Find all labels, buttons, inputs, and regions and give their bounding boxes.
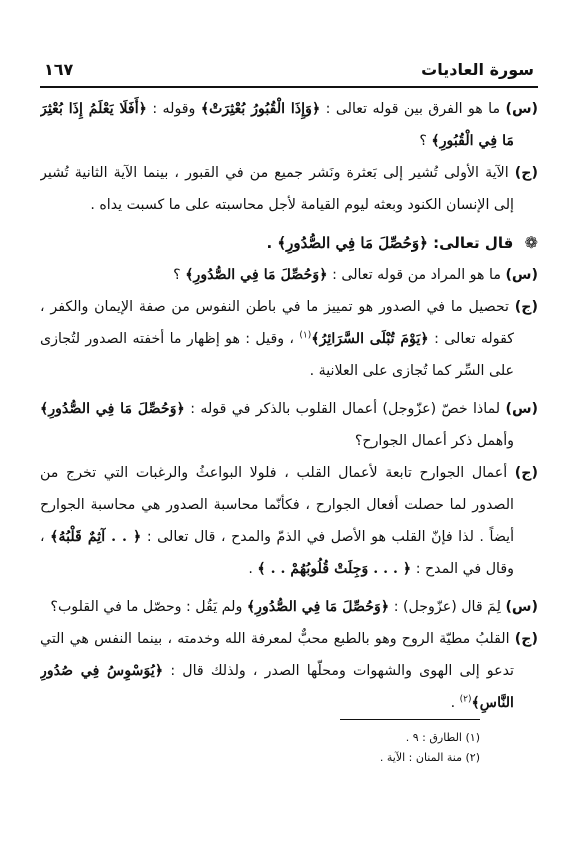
answer-paragraph bbox=[40, 291, 538, 387]
answer-text: القلبُ مطيّة الروح وهو بالطبع محبٌّ لمعرفة الله وخدمته ، بينما النفس هي التي تدعو إلى الهوى والشهوات ومحلّها الصدر ، ولذلك قال : bbox=[40, 631, 514, 679]
quran-quote: ﴿ . . آثِمٌ قَلْبُهُ﴾ bbox=[50, 529, 142, 545]
quran-quote: ﴿وَحُصِّلَ مَا فِي الصُّدُورِ﴾ bbox=[246, 599, 390, 615]
quran-quote: ﴿ . . . وَجِلَتْ قُلُوبُهُمْ . . ﴾ bbox=[257, 561, 412, 577]
page-header bbox=[40, 56, 538, 88]
question-paragraph bbox=[40, 393, 538, 457]
question-end: ؟ bbox=[173, 267, 181, 283]
footnotes bbox=[40, 728, 480, 768]
quran-quote: ﴿يُوَسْوِسُ فِي صُدُورِ النَّاسِ﴾ bbox=[40, 663, 514, 711]
footnote-ref[interactable]: (٢) bbox=[459, 694, 472, 705]
footnote-ref[interactable]: (١) bbox=[299, 330, 312, 341]
question-paragraph bbox=[40, 591, 538, 623]
question-end: ؟ bbox=[419, 133, 427, 149]
question-text: ما هو الفرق بين قوله تعالى : bbox=[325, 101, 501, 117]
question-text: لماذا خصّ (عزّوجل) أعمال القلوب بالذكر في قوله : bbox=[190, 401, 501, 417]
footnote: (٢) منة المنان : الآية . bbox=[379, 751, 480, 764]
question-marker: (س) bbox=[505, 599, 538, 615]
question-text: وقوله : bbox=[152, 101, 196, 117]
answer-text: تحصيل ما في الصدور هو تمييز ما في باطن النفوس من صفة الإيمان والكفر ، كقوله تعالى : bbox=[40, 299, 515, 347]
quran-quote: ﴿وَحُصِّلَ مَا فِي الصُّدُورِ﴾ bbox=[185, 267, 328, 283]
question-paragraph bbox=[40, 93, 538, 157]
quran-quote: ﴿وَإِذَا الْقُبُورُ بُعْثِرَتْ﴾ bbox=[200, 101, 321, 117]
quran-quote: ﴿أَفَلَا يَعْلَمُ إِذَا بُعْثِرَ مَا فِي الْقُبُورِ﴾ bbox=[40, 101, 514, 149]
question-text: ولم يَقُل : وحصّل ما في القلوب؟ bbox=[50, 599, 243, 615]
answer-marker: (ج) bbox=[514, 299, 538, 315]
page-number: ١٦٧ bbox=[44, 60, 74, 79]
flower-icon: ❁ bbox=[524, 233, 538, 252]
footnote-divider bbox=[340, 719, 480, 720]
answer-text: ، وقيل : هو إظهار ما أخفته الصدور لتُجازى على السِّر كما تُجازى على العلانية . bbox=[40, 331, 514, 379]
surah-title: سورة العاديات bbox=[421, 60, 534, 79]
quran-quote: ﴿وَحُصِّلَ مَا فِي الصُّدُورِ﴾ bbox=[277, 234, 428, 252]
heading-end: . bbox=[266, 234, 273, 252]
answer-end: . bbox=[248, 561, 253, 577]
question-text: لِمَ قال (عزّوجل) : bbox=[393, 599, 501, 615]
answer-end: . bbox=[450, 695, 456, 711]
question-marker: (س) bbox=[505, 267, 538, 283]
verse-heading bbox=[40, 227, 538, 259]
question-paragraph bbox=[40, 259, 538, 291]
answer-text: الآية الأولى تُشير إلى بَعثرة ونَشر جميع من في القبور ، بينما الآية الثانية تُشير إلى الإنسان الكنود وبعثه ليوم القيامة لأجل محاسبته على ما كسبت يداه . bbox=[40, 165, 514, 213]
footnote: (١) الطارق : ٩ . bbox=[405, 731, 480, 744]
question-marker: (س) bbox=[505, 401, 538, 417]
answer-marker: (ج) bbox=[514, 165, 538, 181]
answer-marker: (ج) bbox=[514, 631, 538, 647]
answer-paragraph bbox=[40, 157, 538, 221]
answer-text: ، وقال في المدح : bbox=[40, 529, 514, 577]
question-marker: (س) bbox=[505, 101, 538, 117]
answer-paragraph bbox=[40, 623, 538, 713]
answer-text: أعمال الجوارح تابعة لأعمال القلب ، فلولا البواعثُ والرغبات التي تخرج من الصدور لما حصلت أفعال الجوارح ، فكأنّما محاسبة الصدور هي محاسبة الجوارح أيضاً . لذا فإنّ القلب هو الأصل في الذمّ والمدح ، قال تعالى : bbox=[40, 465, 515, 545]
answer-marker: (ج) bbox=[514, 465, 538, 481]
quran-quote: ﴿يَوْمَ تُبْلَى السَّرَائِرُ﴾ bbox=[311, 331, 429, 347]
heading-label: قال تعالى: bbox=[433, 234, 514, 252]
question-text: ما هو المراد من قوله تعالى : bbox=[332, 267, 501, 283]
question-text: وأهمل ذكر أعمال الجوارح؟ bbox=[354, 433, 514, 449]
page-body bbox=[40, 93, 538, 713]
answer-paragraph bbox=[40, 457, 538, 585]
quran-quote: ﴿وَحُصِّلَ مَا فِي الصُّدُورِ﴾ bbox=[40, 401, 185, 417]
